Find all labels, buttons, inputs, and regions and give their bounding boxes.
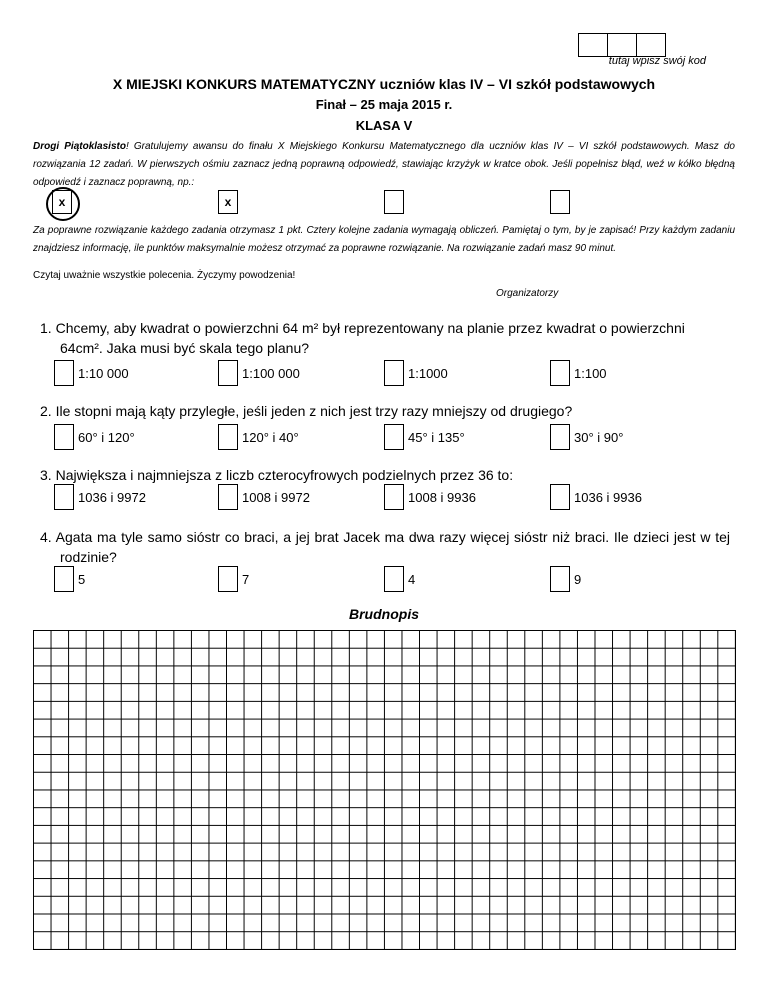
option-label: 1008 i 9972 xyxy=(242,489,310,505)
option[interactable] xyxy=(218,360,300,386)
code-label: tutaj wpisz swój kod xyxy=(608,55,706,67)
example-marked-box: x xyxy=(218,190,238,214)
option-label: 1036 i 9936 xyxy=(574,489,642,505)
scratch-title: Brudnopis xyxy=(349,606,419,622)
option[interactable] xyxy=(384,424,465,450)
question-number: 3. xyxy=(40,467,52,483)
question-number: 2. xyxy=(40,403,52,419)
option[interactable] xyxy=(218,484,310,510)
answer-checkbox[interactable] xyxy=(218,566,238,592)
options-2 xyxy=(54,424,734,448)
option[interactable] xyxy=(54,484,146,510)
answer-checkbox[interactable] xyxy=(550,424,570,450)
answer-checkbox[interactable] xyxy=(550,484,570,510)
option-label: 1036 i 9972 xyxy=(78,489,146,505)
answer-checkbox[interactable] xyxy=(218,360,238,386)
intro-paragraph xyxy=(33,138,735,192)
signature: Organizatorzy xyxy=(496,288,559,299)
code-box[interactable] xyxy=(607,33,637,57)
question-1 xyxy=(40,318,730,358)
option-label: 120° i 40° xyxy=(242,429,299,445)
answer-checkbox[interactable] xyxy=(384,484,404,510)
example-empty-box xyxy=(384,190,404,214)
contest-title: X MIEJSKI KONKURS MATEMATYCZNY uczniów klas IV – VI szkół podstawowych xyxy=(112,76,656,92)
answer-checkbox[interactable] xyxy=(54,360,74,386)
option-label: 7 xyxy=(242,571,250,587)
answer-checkbox[interactable] xyxy=(384,360,404,386)
answer-checkbox[interactable] xyxy=(384,566,404,592)
option[interactable] xyxy=(550,424,623,450)
question-number: 4. xyxy=(40,529,52,545)
option[interactable] xyxy=(384,360,448,386)
option[interactable] xyxy=(54,566,85,592)
scoring-info: Za poprawne rozwiązanie każdego zadania otrzymasz 1 pkt. Cztery kolejne zadania wymagają obliczeń. Pamiętaj o tym, by je zapisać! Przy każdym zadaniu znajdziesz informację, ile punktów maksymalnie możesz otrzymać za poprawne rozwiązanie. Na rozwiązanie zadań masz 90 minut. xyxy=(33,225,735,254)
option-label: 9 xyxy=(574,571,582,587)
greeting: Drogi Piątoklasisto xyxy=(33,141,126,152)
option[interactable] xyxy=(550,566,581,592)
option-label: 1:100 000 xyxy=(242,365,300,381)
options-4 xyxy=(54,566,734,590)
question-text: Agata ma tyle samo sióstr co braci, a jej brat Jacek ma dwa razy więcej sióstr niż braci. Ile dzieci jest w tej rodzinie? xyxy=(55,529,730,565)
code-box[interactable] xyxy=(578,33,608,57)
option[interactable] xyxy=(54,424,135,450)
option-label: 1:100 xyxy=(574,365,607,381)
option-label: 30° i 90° xyxy=(574,429,624,445)
code-box[interactable] xyxy=(636,33,666,57)
question-text: Chcemy, aby kwadrat o powierzchni 64 m² był reprezentowany na planie przez kwadrat o powierzchni 64cm². Jaka musi być skala tego planu? xyxy=(55,320,685,356)
option[interactable] xyxy=(384,484,476,510)
options-3 xyxy=(54,484,734,508)
answer-checkbox[interactable] xyxy=(54,566,74,592)
options-1 xyxy=(54,360,734,384)
option-label: 45° i 135° xyxy=(408,429,465,445)
example-empty-box xyxy=(550,190,570,214)
instructions-note: Czytaj uważnie wszystkie polecenia. Życzymy powodzenia! xyxy=(33,270,296,281)
option[interactable] xyxy=(384,566,415,592)
question-2 xyxy=(40,401,730,421)
final-date: Finał – 25 maja 2015 r. xyxy=(315,97,453,112)
option-label: 1:1000 xyxy=(408,365,448,381)
option-label: 4 xyxy=(408,571,416,587)
question-text: Ile stopni mają kąty przyległe, jeśli jeden z nich jest trzy razy mniejszy od drugiego? xyxy=(55,403,573,419)
option-label: 60° i 120° xyxy=(78,429,135,445)
intro-text: ! Gratulujemy awansu do finału X Miejskiego Konkursu Matematycznego dla uczniów klas IV – VI szkół podstawowych. Masz do rozwiązania 12 zadań. W pierwszych ośmiu zaznacz jedną poprawną odpowiedź, stawiając krzyżyk w kratce obok. Jeśli popełnisz błąd, weź w kółko błędną odpowiedź i zaznacz poprawną, np.: xyxy=(33,141,735,188)
option[interactable] xyxy=(550,360,607,386)
answer-checkbox[interactable] xyxy=(218,484,238,510)
option[interactable] xyxy=(218,424,299,450)
question-number: 1. xyxy=(40,320,52,336)
class-label: KLASA V xyxy=(355,118,413,133)
scratch-grid[interactable] xyxy=(33,630,736,950)
option-label: 1008 i 9936 xyxy=(408,489,476,505)
answer-checkbox[interactable] xyxy=(384,424,404,450)
answer-checkbox[interactable] xyxy=(54,424,74,450)
option-label: 1:10 000 xyxy=(78,365,129,381)
answer-checkbox[interactable] xyxy=(550,360,570,386)
code-entry-boxes[interactable] xyxy=(579,33,666,57)
option[interactable] xyxy=(54,360,129,386)
option-label: 5 xyxy=(78,571,86,587)
answer-checkbox[interactable] xyxy=(218,424,238,450)
option[interactable] xyxy=(218,566,249,592)
answer-checkbox[interactable] xyxy=(54,484,74,510)
option[interactable] xyxy=(550,484,642,510)
answer-checkbox[interactable] xyxy=(550,566,570,592)
question-3 xyxy=(40,465,730,485)
question-4 xyxy=(40,527,730,567)
example-circled-box: x xyxy=(52,190,72,214)
question-text: Największa i najmniejsza z liczb czterocyfrowych podzielnych przez 36 to: xyxy=(55,467,514,483)
